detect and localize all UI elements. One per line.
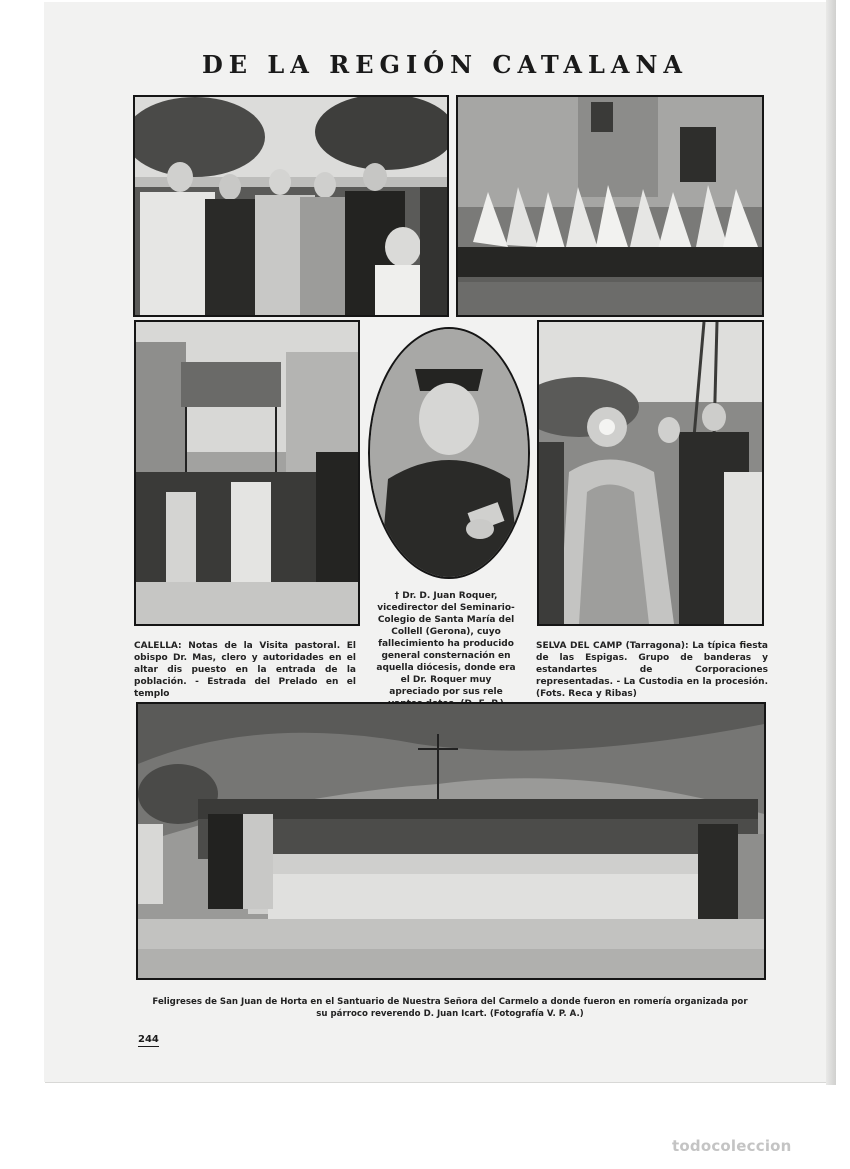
priest-portrait-photo — [368, 327, 530, 579]
page-edge — [826, 0, 836, 1085]
pilgrimage-group-photo — [136, 702, 766, 980]
caption-san-juan-de-horta: Feligreses de San Juan de Horta en el Santuario de Nuestra Señora del Carmelo a donde fueron en romería organizada por su párroco reverendo D. Juan Icart. (Fotografía V. P. A.) — [152, 997, 748, 1019]
caption-obituary: † Dr. D. Juan Roquer, vicedirector del Seminario-Colegio de Santa María del Collell (Gerona), cuyo fallecimiento ha producido general consternación en aquella diócesis, donde era el Dr. Roquer muy apreciado por sus rele — [376, 591, 516, 697]
page-number: 244 — [138, 1034, 159, 1045]
monstrance-procession-photo — [537, 320, 764, 626]
caption-calella: CALELLA: Notas de la Visita pastoral. El obispo Dr. Mas, clero y autoridades en el altar dis puesto en la entrada de la población. - Estrada del Prelado en el templo — [134, 641, 356, 699]
watermark-logo: todocoleccion — [672, 1137, 792, 1155]
page-title: DE LA REGIÓN CATALANA — [201, 50, 689, 79]
caption-selva-del-camp: SELVA DEL CAMP (Tarragona): La típica fiesta de las Espigas. Grupo de banderas y estandartes de Corporaciones representadas. - La Custodia en la procesión. (Fots. Reca y Ribas) — [536, 641, 768, 699]
canopy-street-procession-photo — [134, 320, 360, 626]
procession-clergy-photo — [133, 95, 449, 317]
banners-procession-photo — [456, 95, 764, 317]
